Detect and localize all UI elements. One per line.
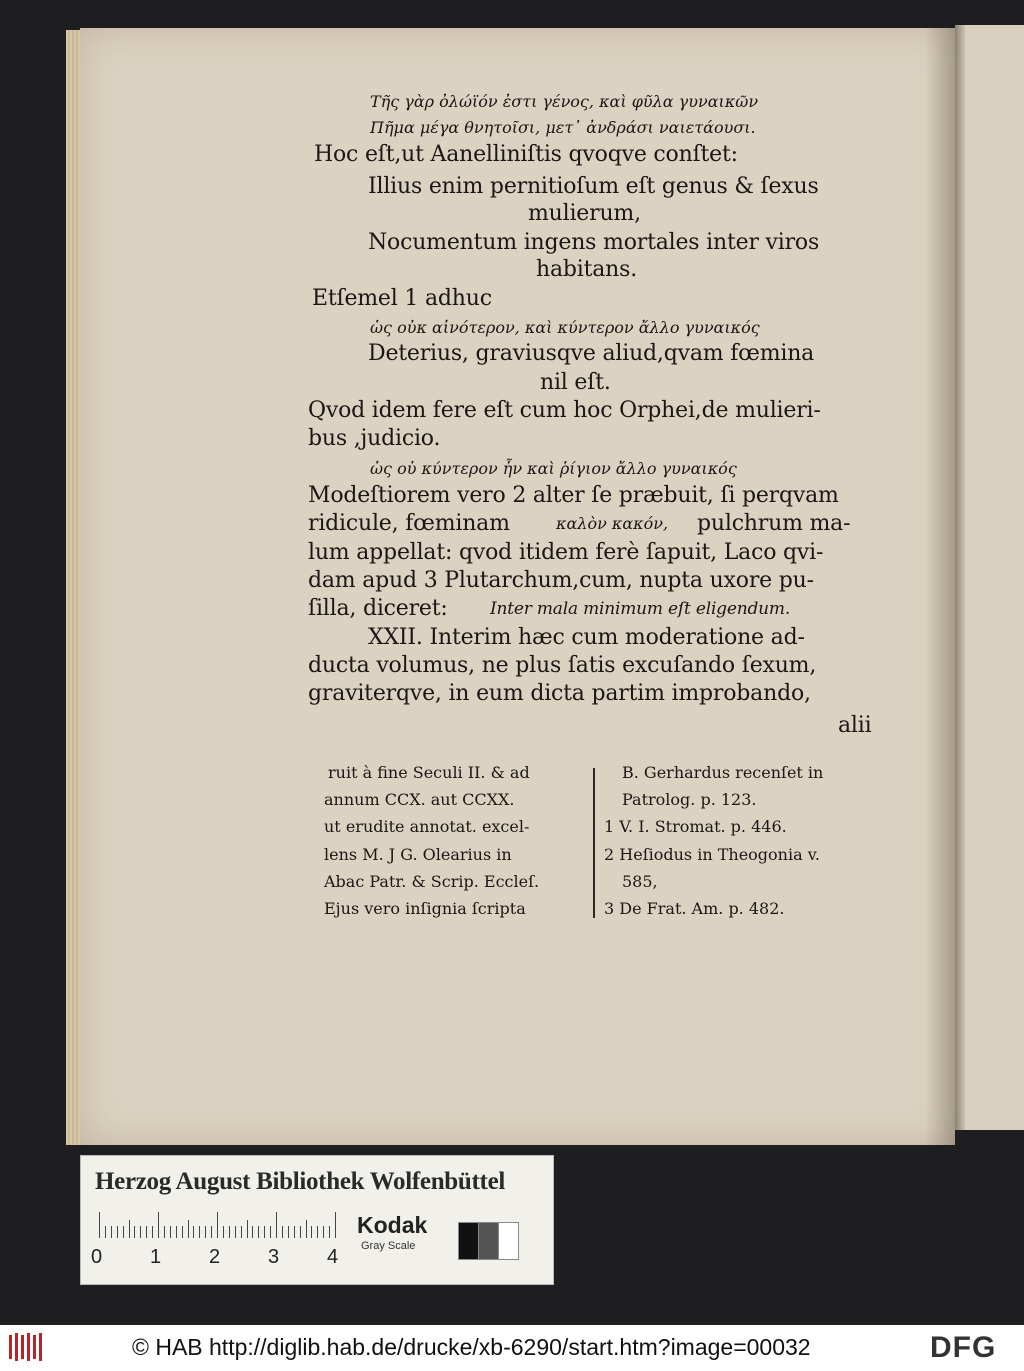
library-name: Herzog August Bibliothek Wolfenbüttel	[95, 1168, 506, 1195]
footnote-right-4: 2 Heſiodus in Theogonia v.	[604, 845, 820, 864]
text-line-10: bus ,judicio.	[308, 426, 441, 451]
ruler-tick	[323, 1226, 324, 1238]
ruler-tick	[99, 1212, 100, 1238]
ruler-tick	[229, 1226, 230, 1238]
ruler-tick	[258, 1226, 259, 1238]
ruler-tick	[306, 1220, 307, 1238]
text-line-7: Deterius, graviusqve aliud,qvam fœmina	[368, 341, 815, 366]
greek-verse-2: Πῆμα μέγα θνητοῖσι, μετ᾽ ἀνδράσι ναιετάουσι.	[370, 118, 756, 137]
text-line-17: ducta volumus, ne plus ſatis excuſando ſexum,	[308, 653, 817, 678]
footnote-right-3: 1 V. I. Stromat. p. 446.	[604, 817, 787, 836]
ruler-tick	[182, 1226, 183, 1238]
ruler-tick	[276, 1212, 277, 1238]
facing-page	[955, 25, 1024, 1130]
gray-patch-white	[498, 1222, 519, 1260]
kodak-logo: Kodak	[357, 1212, 428, 1238]
ruler-tick	[211, 1226, 212, 1238]
ruler-tick	[223, 1226, 224, 1238]
ruler-tick	[176, 1226, 177, 1238]
footnote-left-2: annum CCX. aut CCXX.	[324, 790, 515, 809]
catchword: alii	[838, 713, 872, 738]
ruler-tick	[317, 1226, 318, 1238]
footnote-left-6: Ejus vero inſignia ſcripta	[324, 899, 526, 918]
text-line-15b: Inter mala minimum eſt eligendum.	[490, 599, 791, 619]
footnote-left-5: Abac Patr. & Scrip. Eccleſ.	[324, 872, 540, 891]
greek-verse-3: ὡς οὐκ αἰνότερον, καὶ κύντερον ἄλλο γυναικός	[370, 318, 760, 337]
ruler-tick	[188, 1220, 189, 1238]
footnote-right-6: 3 De Frat. Am. p. 482.	[604, 899, 785, 918]
greek-verse-1: Τῆς γὰρ ὀλώϊόν ἐστι γένος, καὶ φῦλα γυναικῶν	[370, 92, 759, 111]
ruler-tick	[241, 1226, 242, 1238]
ruler-tick	[199, 1226, 200, 1238]
ruler-number-0: 0	[91, 1246, 103, 1268]
ruler-tick	[294, 1226, 295, 1238]
scale-ruler	[99, 1212, 349, 1238]
ruler-tick	[140, 1226, 141, 1238]
facing-page-edge	[955, 25, 965, 1130]
ruler-tick	[152, 1226, 153, 1238]
text-line-8: nil eſt.	[540, 370, 611, 395]
footnote-divider	[593, 768, 595, 918]
ruler-tick	[270, 1226, 271, 1238]
text-line-5: habitans.	[536, 257, 638, 282]
text-line-12a: ridicule, fœminam	[308, 511, 510, 536]
ruler-tick	[329, 1226, 330, 1238]
text-line-6: Etſemel 1 adhuc	[312, 286, 492, 311]
hab-logo-icon	[8, 1331, 44, 1363]
text-line-14: dam apud 3 Plutarchum,cum, nupta uxore pu-	[308, 568, 814, 593]
text-line-13: lum appellat: qvod itidem ferè ſapuit, Laco qvi-	[308, 540, 824, 565]
ruler-tick	[123, 1226, 124, 1238]
ruler-tick	[252, 1226, 253, 1238]
text-line-4: Nocumentum ingens mortales inter viros	[368, 230, 820, 255]
text-line-9: Qvod idem fere eſt cum hoc Orphei,de mulieri-	[308, 398, 821, 423]
footnote-right-5: 585,	[622, 872, 658, 891]
ruler-tick	[164, 1226, 165, 1238]
ruler-tick	[217, 1212, 218, 1238]
footnote-left-3: ut erudite annotat. excel-	[324, 817, 530, 836]
ruler-tick	[205, 1226, 206, 1238]
text-line-12b: pulchrum ma-	[697, 511, 851, 536]
footer-bar	[0, 1325, 1024, 1371]
footnote-left-4: lens M. J G. Olearius in	[324, 845, 512, 864]
page-gutter-shadow	[925, 28, 955, 1145]
ruler-tick	[311, 1226, 312, 1238]
ruler-tick	[300, 1226, 301, 1238]
greek-verse-4: ὡς οὐ κύντερον ἦν καὶ ῥίγιον ἄλλο γυναικός	[370, 459, 737, 478]
ruler-tick	[247, 1220, 248, 1238]
ruler-number-1: 1	[150, 1246, 162, 1268]
library-color-card	[80, 1155, 554, 1285]
text-line-11: Modeſtiorem vero 2 alter ſe præbuit, ſi perqvam	[308, 483, 839, 508]
copyright-link[interactable]: © HAB http://diglib.hab.de/drucke/xb-6290/start.htm?image=00032	[132, 1334, 811, 1360]
text-line-1: Hoc eſt,ut Aanelliniſtis qvoqve conſtet:	[314, 142, 738, 167]
ruler-number-4: 4	[327, 1246, 339, 1268]
ruler-tick	[282, 1226, 283, 1238]
ruler-tick	[117, 1226, 118, 1238]
ruler-tick	[335, 1212, 336, 1238]
footnote-right-2: Patrolog. p. 123.	[622, 790, 757, 809]
ruler-tick	[105, 1226, 106, 1238]
gray-patch-dark	[478, 1222, 499, 1260]
gray-patch-black	[458, 1222, 479, 1260]
ruler-number-3: 3	[268, 1246, 280, 1268]
ruler-tick	[158, 1212, 159, 1238]
ruler-tick	[193, 1226, 194, 1238]
text-line-2: Illius enim pernitioſum eſt genus & ſexus	[368, 174, 819, 199]
text-line-15a: ſilla, diceret:	[308, 596, 448, 621]
greek-phrase: καλὸν κακόν,	[556, 514, 669, 533]
dfg-logo: DFG	[930, 1331, 997, 1364]
ruler-tick	[134, 1226, 135, 1238]
ruler-tick	[288, 1226, 289, 1238]
ruler-number-2: 2	[209, 1246, 221, 1268]
ruler-tick	[111, 1226, 112, 1238]
ruler-tick	[170, 1226, 171, 1238]
text-line-18: graviterqve, in eum dicta partim improbando,	[308, 681, 811, 706]
ruler-tick	[129, 1220, 130, 1238]
ruler-tick	[235, 1226, 236, 1238]
ruler-tick	[146, 1226, 147, 1238]
gray-scale-label: Gray Scale	[361, 1240, 416, 1252]
footnote-right-1: B. Gerhardus recenſet in	[622, 763, 824, 782]
text-line-16: XXII. Interim hæc cum moderatione ad-	[368, 625, 805, 650]
text-line-3: mulierum,	[528, 201, 641, 226]
ruler-tick	[264, 1226, 265, 1238]
footnote-left-1: ruit à fine Seculi II. & ad	[328, 763, 530, 782]
